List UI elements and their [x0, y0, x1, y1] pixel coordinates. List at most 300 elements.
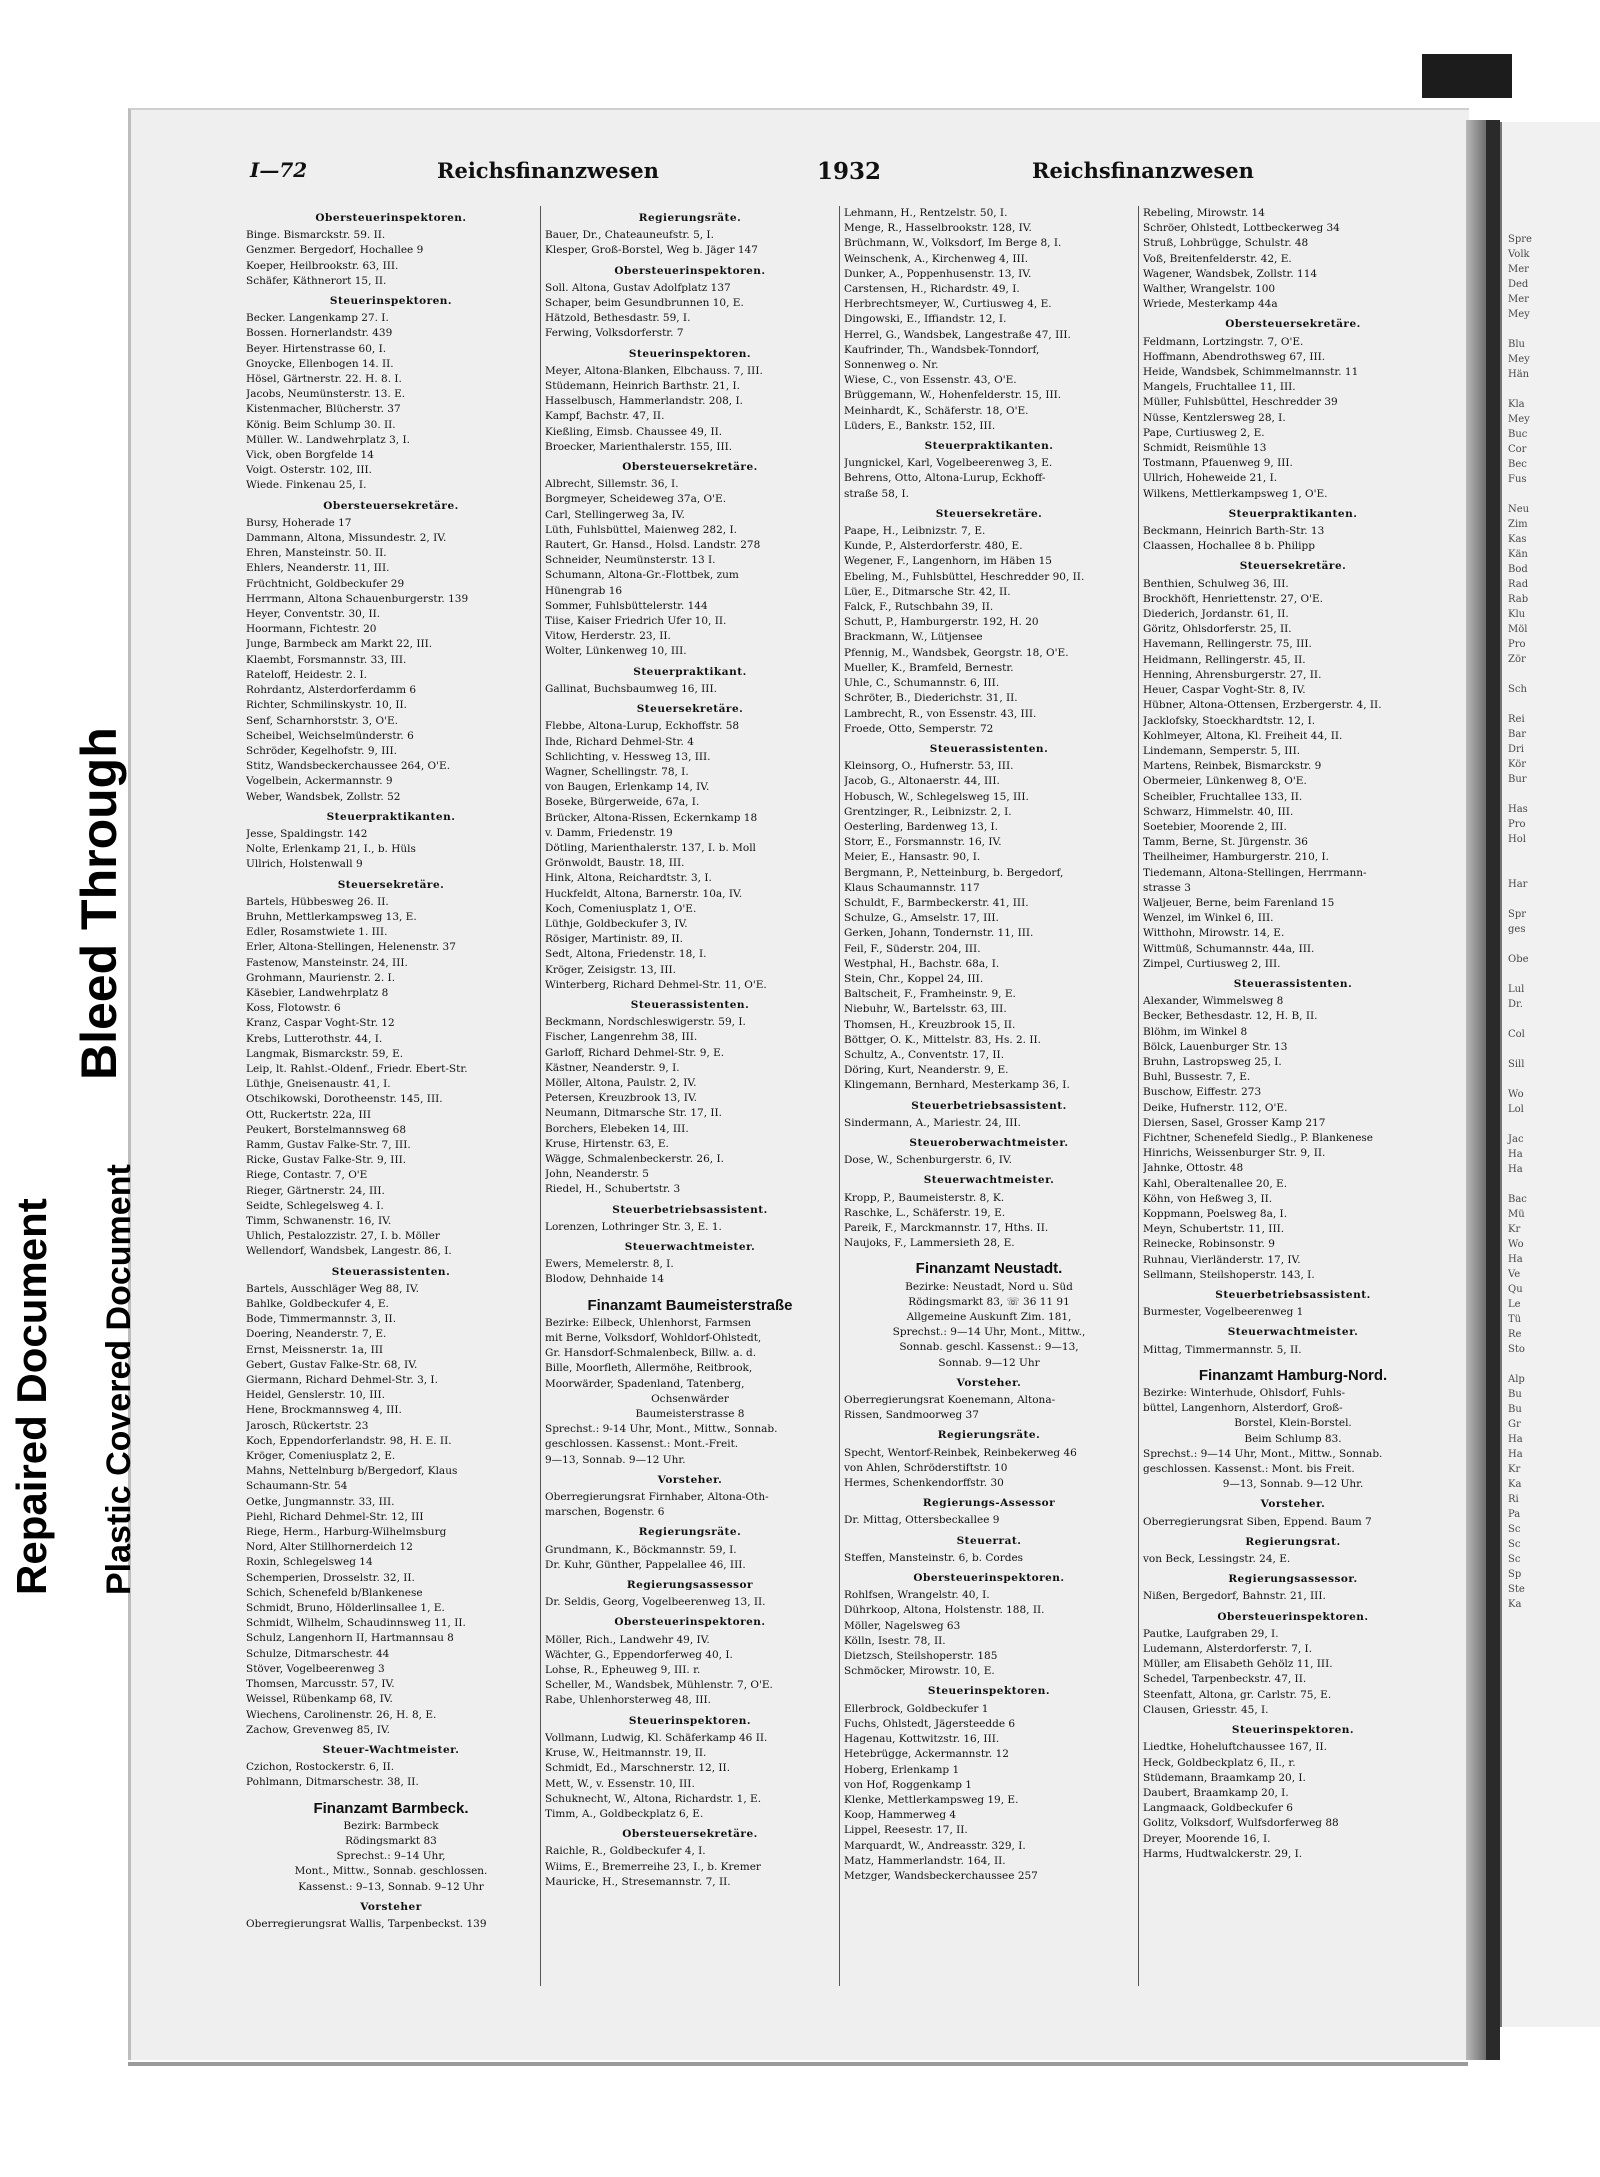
directory-entry: Carl, Stellingerweg 3a, IV.: [545, 508, 685, 521]
directory-entry: Gr. Hansdorf-Schmalenbeck, Billw. a. d.: [545, 1347, 757, 1360]
section-heading: Steuerinspektoren.: [927, 1685, 1051, 1698]
directory-entry: Schedel, Tarpenbeckstr. 47, II.: [1143, 1673, 1307, 1686]
directory-entry: Klenke, Mettlerkampsweg 19, E.: [844, 1793, 1019, 1806]
directory-entry: Oetke, Jungmannstr. 33, III.: [246, 1495, 395, 1508]
adjacent-page-fragment: Ded: [1508, 279, 1529, 290]
section-heading: Steuerassistenten.: [929, 742, 1049, 755]
adjacent-page-fragment: Kän: [1508, 549, 1528, 560]
adjacent-page-fragment: Has: [1508, 804, 1528, 815]
section-heading: Vorsteher.: [657, 1473, 723, 1486]
directory-entry: Kruse, Hirtenstr. 63, E.: [545, 1137, 669, 1150]
adjacent-page-fragment: Col: [1508, 1029, 1525, 1040]
adjacent-page-fragment: Spr: [1508, 909, 1527, 920]
directory-entry: von Beck, Lessingstr. 24, E.: [1143, 1553, 1291, 1566]
directory-entry: Heyer, Conventstr. 30, II.: [246, 608, 381, 621]
directory-entry: Giermann, Richard Dehmel-Str. 3, I.: [246, 1374, 438, 1387]
directory-entry: Weinschenk, A., Kirchenweg 4, III.: [844, 252, 1029, 265]
directory-entry: Möller, Rich., Landwehr 49, IV.: [545, 1633, 710, 1646]
directory-entry: Otschikowski, Dorotheenstr. 145, III.: [246, 1093, 443, 1106]
directory-entry: Wriede, Mesterkamp 44a: [1143, 298, 1278, 311]
adjacent-page-fragment: Rab: [1508, 594, 1529, 605]
directory-entry: Stöver, Vogelbeerenweg 3: [246, 1662, 385, 1675]
directory-entry: Raschke, L., Schäferstr. 19, E.: [844, 1206, 1006, 1219]
directory-entry: Dreyer, Moorende 16, I.: [1143, 1832, 1271, 1845]
section-heading: Steuerpraktikanten.: [1228, 507, 1358, 520]
adjacent-page-fragment: Mü: [1508, 1209, 1525, 1220]
section-heading: Regierungsrat.: [1245, 1535, 1341, 1548]
column-divider: [540, 206, 541, 1986]
directory-entry: Meier, E., Hansastr. 90, I.: [844, 851, 981, 864]
directory-entry: Schulze, Ditmarschestr. 44: [246, 1647, 390, 1660]
adjacent-page-fragment: [1508, 937, 1598, 952]
directory-entry: Bruhn, Lastropsweg 25, I.: [1143, 1055, 1282, 1068]
adjacent-page-fragment: Ha: [1508, 1149, 1523, 1160]
directory-entry: Pautke, Laufgraben 29, I.: [1143, 1627, 1279, 1640]
directory-entry: Boseke, Bürgerweide, 67a, I.: [545, 796, 700, 809]
directory-entry: Bille, Moorfleth, Allermöhe, Reitbrook,: [545, 1362, 753, 1375]
adjacent-page-fragment: Obe: [1508, 954, 1529, 965]
office-info-line: Beim Schlump 83.: [1244, 1432, 1342, 1445]
directory-entry: Zimpel, Curtiusweg 2, III.: [1143, 957, 1281, 970]
directory-entry: straße 58, I.: [844, 487, 909, 500]
directory-entry: Wägge, Schmalenbeckerstr. 26, I.: [545, 1152, 724, 1165]
directory-entry: Stein, Chr., Koppel 24, III.: [844, 972, 984, 985]
directory-entry: Koss, Flotowstr. 6: [246, 1002, 341, 1015]
adjacent-page-fragment: Kas: [1508, 534, 1527, 545]
directory-entry: Moorwärder, Spadenland, Tatenberg,: [545, 1377, 745, 1390]
directory-entry: Kampf, Bachstr. 47, II.: [545, 410, 665, 423]
directory-entry: Gerken, Johann, Tondernstr. 11, III.: [844, 927, 1034, 940]
directory-entry: Henning, Ahrensburgerstr. 27, II.: [1143, 668, 1322, 681]
directory-entry: Walther, Wrangelstr. 100: [1143, 283, 1276, 296]
directory-entry: 9—13, Sonnab. 9—12 Uhr.: [545, 1453, 686, 1466]
directory-entry: Kießling, Eimsb. Chaussee 49, II.: [545, 425, 723, 438]
directory-entry: Lehmann, H., Rentzelstr. 50, I.: [844, 207, 1008, 219]
directory-entry: Erler, Altona-Stellingen, Helenenstr. 37: [246, 941, 456, 954]
directory-entry: Dr. Seldis, Georg, Vogelbeerenweg 13, II.: [545, 1596, 766, 1609]
adjacent-page-fragment: Wo: [1508, 1239, 1524, 1250]
section-heading: Obersteuerinspektoren.: [1217, 1610, 1369, 1623]
directory-entry: Timm, A., Goldbeckplatz 6, E.: [545, 1807, 704, 1820]
adjacent-page-fragment: Kr: [1508, 1464, 1521, 1475]
directory-entry: Becker, Bethesdastr. 12, H. B, II.: [1143, 1010, 1318, 1023]
directory-entry: Bölck, Lauenburger Str. 13: [1143, 1040, 1288, 1053]
directory-entry: Albrecht, Sillemstr. 36, I.: [545, 478, 679, 491]
directory-entry: Heidmann, Rellingerstr. 45, II.: [1143, 653, 1306, 666]
directory-entry: Lippel, Reesestr. 17, II.: [844, 1824, 968, 1837]
directory-entry: Stitz, Wandsbeckerchaussee 264, O'E.: [246, 760, 451, 773]
directory-entry: Piehl, Richard Dehmel-Str. 12, III: [246, 1510, 424, 1523]
directory-entry: Wittmüß, Schumannstr. 44a, III.: [1143, 942, 1315, 955]
directory-entry: von Hof, Roggenkamp 1: [844, 1778, 972, 1791]
directory-entry: Ludemann, Alsterdorferstr. 7, I.: [1143, 1643, 1313, 1656]
directory-column-4: [1143, 206, 1443, 1991]
directory-entry: Schaumann-Str. 54: [246, 1480, 348, 1493]
directory-entry: Alexander, Wimmelsweg 8: [1143, 995, 1284, 1008]
directory-entry: Schröder, Kegelhofstr. 9, III.: [246, 744, 397, 757]
section-heading: Steuersekretäre.: [636, 703, 744, 716]
directory-entry: Hinrichs, Weissenburger Str. 9, II.: [1143, 1147, 1326, 1160]
section-heading: Vorsteher.: [1260, 1498, 1326, 1511]
binding-gutter: [1486, 120, 1500, 2060]
directory-entry: Paape, H., Leibnizstr. 7, E.: [844, 525, 986, 538]
section-heading: Steueroberwachtmeister.: [909, 1136, 1069, 1149]
directory-entry: Sprechst.: 9—14 Uhr, Mont., Mittw., Sonnab.: [1143, 1447, 1383, 1460]
directory-entry: Ernst, Meissnerstr. 1a, III: [246, 1343, 384, 1356]
directory-entry: Klaembt, Forsmannstr. 33, III.: [246, 653, 407, 666]
directory-entry: Scheller, M., Wandsbek, Mühlenstr. 7, O'E.: [545, 1679, 773, 1692]
directory-entry: Heck, Goldbeckplatz 6, II., r.: [1143, 1756, 1296, 1769]
directory-entry: Mangels, Fruchtallee 11, III.: [1143, 381, 1296, 394]
directory-entry: Pfennig, M., Wandsbek, Georgstr. 18, O'E.: [844, 646, 1069, 659]
directory-entry: Beckmann, Nordschleswigerstr. 59, I.: [545, 1016, 746, 1029]
directory-entry: Lüthje, Goldbeckufer 3, IV.: [545, 917, 688, 930]
directory-entry: Bossen. Hornerlandstr. 439: [246, 327, 393, 340]
directory-entry: Reinecke, Robinsonstr. 9: [1143, 1238, 1275, 1251]
directory-entry: Ricke, Gustav Falke-Str. 9, III.: [246, 1154, 407, 1167]
adjacent-page-fragment: ges: [1508, 924, 1526, 935]
directory-entry: Brockhöft, Henriettenstr. 27, O'E.: [1143, 592, 1323, 605]
directory-entry: Ewers, Memelerstr. 8, I.: [545, 1258, 674, 1271]
adjacent-page-fragment: Kör: [1508, 759, 1527, 770]
running-title-left: Reichsfinanzwesen: [437, 158, 659, 183]
directory-entry: Lambrecht, R., von Essenstr. 43, III.: [844, 707, 1037, 720]
directory-entry: Dose, W., Schenburgerstr. 6, IV.: [844, 1154, 1012, 1167]
directory-entry: Clausen, Griesstr. 45, I.: [1143, 1703, 1269, 1716]
directory-entry: Nolte, Erlenkamp 21, I., b. Hüls: [246, 843, 416, 856]
adjacent-page-fragment: [1508, 862, 1598, 877]
directory-entry: Brüchmann, W., Volksdorf, Im Berge 8, I.: [844, 237, 1062, 250]
directory-entry: Köhn, von Heßweg 3, II.: [1143, 1192, 1273, 1205]
directory-entry: Ferwing, Volksdorferstr. 7: [545, 327, 684, 340]
directory-entry: Wolter, Lünkenweg 10, III.: [545, 645, 687, 658]
directory-entry: Carstensen, H., Richardstr. 49, I.: [844, 283, 1020, 296]
directory-entry: Mueller, K., Bramfeld, Bernestr.: [844, 661, 1014, 674]
adjacent-page-fragment: Zör: [1508, 654, 1526, 665]
directory-entry: Müller, am Elisabeth Gehölz 11, III.: [1143, 1658, 1333, 1671]
adjacent-page-fragment: Ha: [1508, 1434, 1523, 1445]
adjacent-page-fragment: Sto: [1508, 1344, 1525, 1355]
directory-entry: Rebeling, Mirowstr. 14: [1143, 207, 1265, 219]
adjacent-page-fragment: Bac: [1508, 1194, 1527, 1205]
directory-entry: Brüggemann, W., Hohenfelderstr. 15, III.: [844, 389, 1062, 402]
directory-entry: Uhlich, Pestalozzistr. 27, I. b. Möller: [246, 1230, 440, 1243]
adjacent-page-fragment: Pro: [1508, 639, 1526, 650]
directory-entry: Schuldt, F., Barmbeckerstr. 41, III.: [844, 896, 1029, 909]
directory-entry: Kleinsorg, O., Hufnerstr. 53, III.: [844, 760, 1014, 773]
office-heading: Finanzamt Hamburg-Nord.: [1198, 1366, 1388, 1384]
directory-entry: Feldmann, Lortzingstr. 7, O'E.: [1143, 335, 1304, 348]
directory-entry: Gebert, Gustav Falke-Str. 68, IV.: [246, 1358, 418, 1371]
section-heading: Steuer-Wachtmeister.: [322, 1743, 460, 1756]
adjacent-page-fragment: Pa: [1508, 1509, 1521, 1520]
directory-entry: Brücker, Altona-Rissen, Eckernkamp 18: [545, 811, 758, 824]
directory-entry: Schmidt, Reismühle 13: [1143, 442, 1267, 455]
directory-entry: geschlossen. Kassenst.: Mont.-Freit.: [545, 1438, 739, 1451]
directory-entry: Dietzsch, Steilshoperstr. 185: [844, 1650, 998, 1663]
dark-corner-artifact: [1422, 54, 1512, 98]
section-heading: Steuerinspektoren.: [628, 347, 752, 360]
directory-entry: Pohlmann, Ditmarschestr. 38, II.: [246, 1776, 419, 1789]
directory-entry: Koch, Eppendorferlandstr. 98, H. E. II.: [246, 1434, 452, 1447]
directory-entry: strasse 3: [1143, 881, 1191, 894]
directory-entry: Lohse, R., Epheuweg 9, III. r.: [545, 1664, 701, 1677]
running-title-right: Reichsfinanzwesen: [1032, 158, 1254, 183]
adjacent-page-fragment: Ste: [1508, 1584, 1525, 1595]
directory-entry: Binge. Bismarckstr. 59. II.: [246, 229, 386, 242]
directory-entry: Meyer, Altona-Blanken, Elbchauss. 7, III.: [545, 364, 763, 377]
directory-entry: Edler, Rosamstwiete 1. III.: [246, 926, 388, 939]
directory-entry: Ebeling, M., Fuhlsbüttel, Heschredder 90, II.: [844, 570, 1085, 583]
directory-entry: Storr, E., Forsmannstr. 16, IV.: [844, 836, 1002, 849]
directory-entry: Sprechst.: 9-14 Uhr, Mont., Mittw., Sonnab.: [545, 1423, 778, 1436]
directory-entry: Steenfatt, Altona, gr. Carlstr. 75, E.: [1143, 1688, 1332, 1701]
directory-entry: Voß, Breitenfelderstr. 42, E.: [1143, 252, 1292, 265]
directory-entry: Nord, Alter Stillhornerdeich 12: [246, 1541, 413, 1554]
adjacent-page-fragment: Blu: [1508, 339, 1525, 350]
directory-entry: Kästner, Neanderstr. 9, I.: [545, 1061, 680, 1074]
directory-entry: Wiede. Finkenau 25, I.: [246, 479, 367, 492]
page-bottom-edge: [128, 2062, 1468, 2066]
adjacent-page-text: [1508, 232, 1598, 1612]
section-heading: Obersteuerinspektoren.: [614, 264, 766, 277]
directory-entry: Schneider, Neumünsterstr. 13 I.: [545, 554, 716, 567]
directory-entry: Schröter, B., Diederichstr. 31, II.: [844, 692, 1018, 705]
adjacent-page-fragment: [1508, 1117, 1598, 1132]
directory-entry: Stüdemann, Braamkamp 20, I.: [1143, 1771, 1306, 1784]
directory-entry: Käsebier, Landwehrplatz 8: [246, 986, 389, 999]
directory-entry: Rohlfsen, Wrangelstr. 40, I.: [844, 1589, 990, 1602]
office-heading: Finanzamt Neustadt.: [915, 1260, 1063, 1278]
adjacent-page-fragment: Bar: [1508, 729, 1527, 740]
directory-entry: Schwarz, Himmelstr. 40, III.: [1143, 805, 1294, 818]
directory-entry: Wegener, F., Langenhorn, im Häben 15: [844, 555, 1052, 568]
directory-entry: Naujoks, F., Lammersieth 28, E.: [844, 1237, 1015, 1250]
directory-entry: Wiechens, Carolinenstr. 26, H. 8, E.: [246, 1708, 437, 1721]
directory-entry: Dührkoop, Altona, Holstenstr. 188, II.: [844, 1604, 1045, 1617]
directory-entry: Lüders, E., Bankstr. 152, III.: [844, 419, 996, 432]
page-number: I—72: [250, 158, 308, 182]
directory-entry: Langmak, Bismarckstr. 59, E.: [246, 1047, 404, 1060]
directory-entry: Scheibler, Fruchtallee 133, II.: [1143, 790, 1303, 803]
directory-entry: Sellmann, Steilshoperstr. 143, I.: [1143, 1268, 1315, 1281]
directory-entry: Sedt, Altona, Friedenstr. 18, I.: [545, 948, 707, 961]
section-heading: Obersteuersekretäre.: [1225, 318, 1361, 331]
directory-entry: Riege, Herm., Harburg-Wilhelmsburg: [246, 1526, 447, 1539]
section-heading: Steuerinspektoren.: [329, 295, 453, 308]
directory-entry: Rohrdantz, Alsterdorferdamm 6: [246, 684, 417, 697]
directory-entry: Fuchs, Ohlstedt, Jägersteedde 6: [844, 1717, 1016, 1730]
directory-entry: Senf, Scharnhorststr. 3, O'E.: [246, 714, 398, 727]
directory-entry: Krebs, Lutterothstr. 44, I.: [246, 1032, 383, 1045]
adjacent-page-fragment: Ka: [1508, 1479, 1522, 1490]
directory-entry: Rateloff, Heidestr. 2. I.: [246, 668, 367, 681]
directory-entry: marschen, Bogenstr. 6: [545, 1506, 665, 1519]
directory-entry: Möller, Nagelsweg 63: [844, 1619, 961, 1632]
directory-entry: büttel, Langenhorn, Alsterdorf, Groß-: [1143, 1402, 1343, 1415]
directory-entry: Göritz, Ohlsdorferstr. 25, II.: [1143, 623, 1292, 636]
directory-entry: Ehren, Mansteinstr. 50. II.: [246, 547, 387, 560]
adjacent-page-fragment: Sp: [1508, 1569, 1522, 1580]
directory-entry: Grohmann, Maurienstr. 2. I.: [246, 971, 396, 984]
directory-entry: Raichle, R., Goldbeckufer 4, I.: [545, 1845, 706, 1858]
directory-entry: Heidel, Genslerstr. 10, III.: [246, 1389, 386, 1402]
directory-entry: Schich, Schenefeld b/Blankenese: [246, 1586, 423, 1599]
directory-entry: Schmidt, Wilhelm, Schaudinnsweg 11, II.: [246, 1617, 466, 1630]
directory-entry: Mahns, Nettelnburg b/Bergedorf, Klaus: [246, 1465, 458, 1478]
directory-entry: Peukert, Borstelmannsweg 68: [246, 1123, 407, 1136]
adjacent-page-fragment: Fus: [1508, 474, 1527, 485]
section-heading: Obersteuerinspektoren.: [614, 1616, 766, 1629]
directory-entry: Roxin, Schlegelsweg 14: [246, 1556, 373, 1569]
directory-entry: Jungnickel, Karl, Vogelbeerenweg 3, E.: [844, 457, 1053, 470]
adjacent-page-fragment: Lol: [1508, 1104, 1524, 1115]
directory-entry: Herrmann, Altona Schauenburgerstr. 139: [246, 592, 469, 605]
directory-entry: Huckfeldt, Altona, Barnerstr. 10a, IV.: [545, 887, 743, 900]
directory-entry: Gallinat, Buchsbaumweg 16, III.: [545, 682, 717, 695]
directory-entry: Kröger, Zeisigstr. 13, III.: [545, 963, 676, 976]
directory-entry: Seidte, Schlegelsweg 4. I.: [246, 1199, 384, 1212]
directory-entry: Jacob, G., Altonaerstr. 44, III.: [844, 775, 1000, 788]
directory-entry: Hetebrügge, Ackermannstr. 12: [844, 1748, 1009, 1761]
directory-entry: Früchtnicht, Goldbeckufer 29: [246, 577, 405, 590]
directory-entry: Vitow, Herderstr. 23, II.: [545, 630, 671, 643]
directory-entry: Neumann, Ditmarsche Str. 17, II.: [545, 1107, 723, 1120]
directory-entry: Kruse, W., Heitmannstr. 19, II.: [545, 1747, 707, 1760]
directory-entry: Schröer, Ohlstedt, Lottbeckerweg 34: [1143, 222, 1340, 235]
directory-entry: Bruhn, Mettlerkampsweg 13, E.: [246, 910, 417, 923]
directory-entry: Ott, Ruckertstr. 22a, III: [246, 1108, 371, 1121]
directory-entry: Möller, Altona, Paulstr. 2, IV.: [545, 1076, 697, 1089]
page-edge-shadow: [1466, 120, 1486, 2060]
directory-entry: Bartels, Ausschläger Weg 88, IV.: [246, 1282, 420, 1295]
adjacent-page-fragment: Mer: [1508, 264, 1529, 275]
directory-entry: Koeper, Heilbrookstr. 63, III.: [246, 259, 399, 272]
directory-entry: Dunker, A., Poppenhusenstr. 13, IV.: [844, 267, 1032, 280]
office-info-line: Kassenst.: 9–13, Sonnab. 9–12 Uhr: [298, 1880, 484, 1893]
office-info-line: Sprechst.: 9–14 Uhr,: [336, 1850, 446, 1863]
directory-entry: Borgmeyer, Scheideweg 37a, O'E.: [545, 493, 727, 506]
directory-entry: Blöhm, im Winkel 8: [1143, 1025, 1248, 1038]
directory-entry: Riege, Contastr. 7, O'E: [246, 1169, 368, 1182]
directory-entry: Schutt, P., Hamburgerstr. 192, H. 20: [844, 616, 1039, 629]
year-heading: 1932: [817, 158, 882, 185]
directory-entry: Timm, Schwanenstr. 16, IV.: [246, 1215, 392, 1227]
directory-column-1: [246, 206, 536, 1991]
directory-entry: von Baugen, Erlenkamp 14, IV.: [545, 781, 710, 794]
directory-entry: Schmöcker, Mirowstr. 10, E.: [844, 1665, 995, 1678]
directory-entry: Nißen, Bergedorf, Bahnstr. 21, III.: [1143, 1590, 1326, 1603]
directory-entry: Meyn, Schubertstr. 11, III.: [1143, 1223, 1285, 1236]
adjacent-page-fragment: Möl: [1508, 624, 1528, 635]
adjacent-page-fragment: Kla: [1508, 399, 1525, 410]
directory-entry: Jahnke, Ottostr. 48: [1143, 1162, 1244, 1175]
directory-entry: Brackmann, W., Lütjensee: [844, 631, 983, 644]
office-info-line: Rödingsmarkt 83: [345, 1834, 437, 1847]
directory-entry: Benthien, Schulweg 36, III.: [1143, 577, 1289, 590]
directory-entry: Bahlke, Goldbeckufer 4, E.: [246, 1298, 389, 1311]
directory-entry: König. Beim Schlump 30. II.: [246, 418, 396, 431]
directory-entry: Theilheimer, Hamburgerstr. 210, I.: [1143, 851, 1329, 864]
directory-entry: Hink, Altona, Reichardtstr. 3, I.: [545, 872, 712, 885]
office-info-line: 9—13, Sonnab. 9—12 Uhr.: [1222, 1478, 1364, 1491]
directory-entry: Thomsen, Marcusstr. 57, IV.: [246, 1678, 395, 1691]
adjacent-page-fragment: [1508, 967, 1598, 982]
adjacent-page-fragment: Mey: [1508, 309, 1530, 320]
section-heading: Steuerwachtmeister.: [624, 1241, 756, 1253]
directory-entry: Obermeier, Lünkenweg 8, O'E.: [1143, 775, 1307, 788]
directory-entry: Weber, Wandsbek, Zollstr. 52: [246, 790, 401, 803]
directory-entry: Oesterling, Bardenweg 13, I.: [844, 820, 999, 833]
directory-entry: Wenzel, im Winkel 6, III.: [1143, 912, 1274, 925]
directory-entry: Schmidt, Bruno, Hölderlinsallee 1, E.: [246, 1602, 445, 1615]
adjacent-page-fragment: Bu: [1508, 1389, 1522, 1400]
section-heading: Obersteuerinspektoren.: [913, 1572, 1065, 1585]
directory-entry: Ihde, Richard Dehmel-Str. 4: [545, 735, 694, 748]
directory-entry: Hübner, Altona-Ottensen, Erzbergerstr. 4, II.: [1143, 699, 1382, 712]
adjacent-page-fragment: Sill: [1508, 1059, 1525, 1070]
directory-entry: Kahl, Oberaltenallee 20, E.: [1143, 1177, 1288, 1190]
adjacent-page-fragment: Zim: [1508, 519, 1528, 530]
adjacent-page-fragment: Neu: [1508, 504, 1530, 515]
directory-entry: Kaufrinder, Th., Wandsbek-Tonndorf,: [844, 343, 1040, 356]
section-heading: Steuerpraktikanten.: [326, 810, 456, 823]
adjacent-page-fragment: Jac: [1508, 1134, 1524, 1145]
adjacent-page-fragment: [1508, 322, 1598, 337]
section-heading: Regierungsräte.: [638, 1526, 742, 1539]
directory-entry: Jarosch, Rückertstr. 23: [246, 1419, 369, 1432]
column-divider: [1138, 206, 1139, 1986]
directory-entry: Diersen, Sasel, Grosser Kamp 217: [1143, 1116, 1326, 1129]
directory-entry: Grönwoldt, Baustr. 18, III.: [545, 857, 685, 870]
directory-entry: Bergmann, P., Netteinburg, b. Bergedorf,: [844, 866, 1064, 879]
directory-entry: Rautert, Gr. Hansd., Holsd. Landstr. 278: [545, 539, 761, 552]
directory-entry: Lorenzen, Lothringer Str. 3, E. 1.: [545, 1220, 722, 1233]
directory-entry: Kunde, P., Alsterdorferstr. 480, E.: [844, 540, 1023, 553]
section-heading: Vorsteher.: [956, 1376, 1022, 1389]
adjacent-page-fragment: Gr: [1508, 1419, 1521, 1430]
directory-entry: Broecker, Marienthalerstr. 155, III.: [545, 440, 733, 453]
directory-entry: Hätzold, Bethesdastr. 59, I.: [545, 312, 691, 325]
directory-entry: Burmester, Vogelbeerenweg 1: [1143, 1306, 1304, 1319]
adjacent-page-fragment: Re: [1508, 1329, 1522, 1340]
office-info-line: Allgemeine Auskunft Zim. 181,: [906, 1311, 1072, 1324]
directory-entry: Müller. W.. Landwehrplatz 3, I.: [246, 433, 410, 446]
adjacent-page-fragment: [1508, 1042, 1598, 1057]
directory-entry: Jesse, Spaldingstr. 142: [246, 827, 368, 840]
directory-entry: Winterberg, Richard Dehmel-Str. 11, O'E.: [545, 978, 767, 991]
section-heading: Steuersekretäre.: [337, 878, 445, 891]
section-heading: Steuerbetriebsassistent.: [612, 1203, 768, 1216]
section-heading: Steuerinspektoren.: [1231, 1724, 1355, 1737]
office-info-line: Ochsenwärder: [651, 1392, 729, 1405]
directory-entry: Fischer, Langenrehm 38, III.: [545, 1031, 698, 1044]
directory-entry: Lindemann, Semperstr. 5, III.: [1143, 744, 1301, 757]
adjacent-page-fragment: Volk: [1508, 249, 1530, 260]
directory-entry: Thomsen, H., Kreuzbrook 15, II.: [844, 1018, 1016, 1031]
directory-entry: Beyer. Hirtenstrasse 60, I.: [246, 342, 387, 355]
directory-entry: Wilkens, Mettlerkampsweg 1, O'E.: [1143, 487, 1328, 500]
directory-entry: Dötling, Marienthalerstr. 137, I. b. Moll: [545, 841, 756, 854]
adjacent-page-fragment: Pro: [1508, 819, 1526, 830]
adjacent-page-fragment: [1508, 1177, 1598, 1192]
directory-entry: Tostmann, Pfauenweg 9, III.: [1143, 457, 1293, 470]
directory-entry: Sommer, Fuhlsbüttelerstr. 144: [545, 599, 708, 612]
directory-entry: Matz, Hammerlandstr. 164, II.: [844, 1854, 1006, 1867]
directory-entry: Sindermann, A., Mariestr. 24, III.: [844, 1116, 1021, 1129]
section-heading: Regierungsassessor: [626, 1579, 754, 1592]
office-info-line: Bezirk: Barmbeck: [343, 1819, 439, 1832]
